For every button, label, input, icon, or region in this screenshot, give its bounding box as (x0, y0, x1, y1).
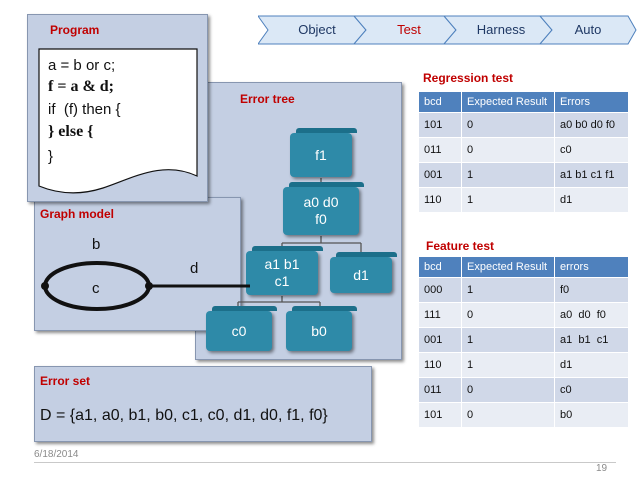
column-header: Expected Result (462, 92, 555, 113)
table-cell: 110 (419, 188, 462, 213)
code-line-3: if (f) then { (48, 101, 121, 118)
table-cell: 1 (462, 163, 555, 188)
table-cell: 101 (419, 403, 462, 428)
tree-node-root: f1 (290, 133, 352, 177)
page-number: 19 (596, 463, 608, 474)
regression-test-title: Regression test (423, 71, 514, 85)
table-row (419, 278, 629, 303)
table-row (419, 188, 629, 213)
feature-test-title: Feature test (426, 239, 495, 253)
table-cell: a1 b1 c1 (555, 328, 629, 353)
table-cell: 0 (462, 303, 555, 328)
error-set-title: Error set (40, 374, 91, 388)
table-cell: 0 (462, 138, 555, 163)
footer-rule (34, 462, 616, 463)
table-cell: a0 d0 f0 (555, 303, 629, 328)
table-row (419, 328, 629, 353)
column-header: Errors (555, 92, 629, 113)
graph-label-c: c (92, 280, 100, 297)
table-cell: a0 b0 d0 f0 (555, 113, 629, 138)
column-header: bcd (419, 92, 462, 113)
table-row (419, 138, 629, 163)
table-header (419, 92, 629, 113)
code-line-4: } else { (48, 123, 94, 140)
table-cell: 1 (462, 278, 555, 303)
error-set-text: D = {a1, a0, b1, b0, c1, c0, d1, d0, f1, f0} (40, 407, 328, 424)
code-line-5: } (48, 148, 54, 165)
table-row (419, 403, 629, 428)
tree-node-ll: c0 (206, 311, 272, 351)
tree-node-mid: a0 d0 f0 (283, 187, 359, 235)
table-row (419, 163, 629, 188)
table-cell: 011 (419, 378, 462, 403)
table-cell: 0 (462, 403, 555, 428)
table-cell: 001 (419, 328, 462, 353)
regression-table (418, 91, 629, 213)
tab-harness[interactable]: Harness (476, 22, 526, 37)
table-cell: 1 (462, 328, 555, 353)
graph-model-title: Graph model (40, 207, 115, 221)
table-cell: d1 (555, 353, 629, 378)
table-row (419, 353, 629, 378)
table-cell: c0 (555, 378, 629, 403)
column-header: Expected Result (462, 257, 555, 278)
table-cell: 0 (462, 113, 555, 138)
program-title: Program (50, 23, 100, 37)
tab-auto[interactable]: Auto (574, 22, 602, 37)
table-cell: c0 (555, 138, 629, 163)
table-cell: b0 (555, 403, 629, 428)
table-cell: 1 (462, 353, 555, 378)
feature-table (418, 256, 629, 428)
tree-node-right: d1 (330, 257, 392, 293)
table-row (419, 303, 629, 328)
table-cell: d1 (555, 188, 629, 213)
tab-object[interactable]: Object (298, 22, 336, 37)
table-cell: 1 (462, 188, 555, 213)
table-cell: 0 (462, 378, 555, 403)
error-tree-title: Error tree (240, 92, 295, 106)
table-row (419, 113, 629, 138)
graph-label-b: b (92, 236, 101, 253)
table-cell: 110 (419, 353, 462, 378)
table-cell: 101 (419, 113, 462, 138)
table-cell: f0 (555, 278, 629, 303)
table-cell: 000 (419, 278, 462, 303)
column-header: bcd (419, 257, 462, 278)
tab-test[interactable]: Test (397, 22, 421, 37)
graph-label-d: d (190, 260, 199, 277)
code-line-2: f = a & d; (48, 78, 114, 95)
table-header (419, 257, 629, 278)
column-header: errors (555, 257, 629, 278)
table-cell: a1 b1 c1 f1 (555, 163, 629, 188)
code-line-1: a = b or c; (48, 57, 116, 74)
table-row (419, 378, 629, 403)
table-cell: 111 (419, 303, 462, 328)
tree-node-left: a1 b1 c1 (246, 251, 318, 295)
table-cell: 011 (419, 138, 462, 163)
tree-node-lr: b0 (286, 311, 352, 351)
footer-date: 6/18/2014 (34, 449, 79, 460)
table-cell: 001 (419, 163, 462, 188)
